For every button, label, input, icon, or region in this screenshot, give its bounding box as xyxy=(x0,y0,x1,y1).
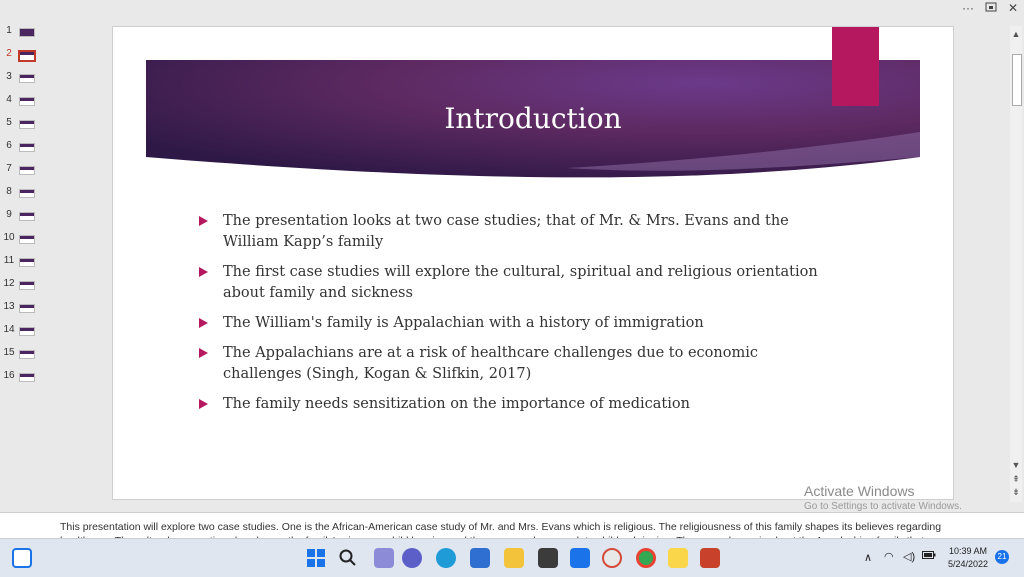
slide-number: 11 xyxy=(3,255,15,266)
speaker-notes-text[interactable]: This presentation will explore two case studies. One is the African-American case study of Mr. and Mrs. Evans which is religious. The religiousness of this family shapes its believes regarding xyxy=(60,521,942,533)
bullet-arrow-icon xyxy=(199,318,208,328)
slide-number: 6 xyxy=(6,140,12,151)
bullet-text: The first case studies will explore the cultural, spiritual and religious orientation about family and sickness xyxy=(223,264,818,301)
slide-preview[interactable] xyxy=(19,74,35,83)
store-icon[interactable] xyxy=(470,548,490,568)
mail-icon[interactable] xyxy=(570,548,590,568)
widgets-icon[interactable] xyxy=(12,548,32,568)
slide-preview-band xyxy=(20,121,34,124)
slide-thumbnail-1[interactable] xyxy=(0,22,48,42)
slide-preview[interactable] xyxy=(19,258,35,267)
slide-thumbnail-2[interactable] xyxy=(0,45,48,65)
slide-number: 10 xyxy=(3,232,15,243)
slide-preview-band xyxy=(20,167,34,170)
battery-icon[interactable] xyxy=(922,550,936,562)
activate-windows-watermark: Activate Windows xyxy=(804,483,915,499)
slide-thumbnail-12[interactable] xyxy=(0,275,48,295)
slide-preview[interactable] xyxy=(19,373,35,382)
next-slide-icon[interactable]: ⇟ xyxy=(1012,487,1020,497)
bullet-text: The family needs sensitization on the importance of medication xyxy=(223,396,690,412)
accent-bar xyxy=(832,27,879,106)
bullet-item[interactable] xyxy=(199,313,839,334)
paint-icon[interactable] xyxy=(602,548,622,568)
vertical-scrollbar[interactable] xyxy=(1010,26,1022,502)
bullet-text: The presentation looks at two case studies; that of Mr. & Mrs. Evans and the William Kapp’s family xyxy=(223,213,789,250)
title-banner xyxy=(146,60,920,185)
slide-number: 15 xyxy=(3,347,15,358)
title-bar xyxy=(0,0,1024,18)
slide-number: 13 xyxy=(3,301,15,312)
slide-thumbnail-6[interactable] xyxy=(0,137,48,157)
bullet-arrow-icon xyxy=(199,267,208,277)
volume-icon[interactable]: ◁) xyxy=(903,551,916,563)
slide-preview[interactable] xyxy=(19,327,35,336)
slide-title[interactable]: Introduction xyxy=(444,102,622,135)
slide-number: 3 xyxy=(6,71,12,82)
slide-number: 2 xyxy=(6,48,12,59)
scrollbar-thumb[interactable] xyxy=(1012,54,1022,106)
bullet-arrow-icon xyxy=(199,216,208,226)
slide-number: 5 xyxy=(6,117,12,128)
bullet-text: The William's family is Appalachian with a history of immigration xyxy=(223,315,704,331)
slide-number: 7 xyxy=(6,163,12,174)
sticky-notes-icon[interactable] xyxy=(668,548,688,568)
slide-thumbnail-16[interactable] xyxy=(0,367,48,387)
slide-number: 8 xyxy=(6,186,12,197)
slide-thumbnail-14[interactable] xyxy=(0,321,48,341)
task-view-icon[interactable] xyxy=(374,548,394,568)
sublime-icon[interactable] xyxy=(538,548,558,568)
slide-number: 16 xyxy=(3,370,15,381)
slide-preview-band xyxy=(20,144,34,147)
slide-preview[interactable] xyxy=(19,212,35,221)
close-icon[interactable]: ✕ xyxy=(1007,1,1019,15)
slide-number: 4 xyxy=(6,94,12,105)
slide-preview-band xyxy=(20,328,34,331)
more-options-icon[interactable]: ··· xyxy=(962,1,974,15)
search-icon[interactable] xyxy=(338,548,358,568)
slide-preview[interactable] xyxy=(19,143,35,152)
slide-thumbnail-10[interactable] xyxy=(0,229,48,249)
slide-preview-band xyxy=(20,374,34,377)
powerpoint-icon[interactable] xyxy=(700,548,720,568)
slide-thumbnail-9[interactable] xyxy=(0,206,48,226)
slide-preview-band xyxy=(20,351,34,354)
slide-thumbnail-15[interactable] xyxy=(0,344,48,364)
slide-thumbnail-13[interactable] xyxy=(0,298,48,318)
slide-preview-band xyxy=(20,52,34,55)
previous-slide-icon[interactable]: ⇞ xyxy=(1012,474,1020,484)
slide-thumbnail-4[interactable] xyxy=(0,91,48,111)
bullet-item[interactable] xyxy=(199,394,839,415)
slide-thumbnail-7[interactable] xyxy=(0,160,48,180)
notification-badge[interactable]: 21 xyxy=(995,550,1009,564)
slide-preview[interactable] xyxy=(19,189,35,198)
slide-thumbnail-5[interactable] xyxy=(0,114,48,134)
bullet-arrow-icon xyxy=(199,348,208,358)
scroll-down-icon[interactable]: ▼ xyxy=(1011,460,1021,470)
edge-icon[interactable] xyxy=(436,548,456,568)
slide-preview[interactable] xyxy=(19,235,35,244)
slide-canvas[interactable] xyxy=(112,26,954,500)
slide-thumbnail-rail xyxy=(0,22,48,402)
bullet-item[interactable] xyxy=(199,343,839,385)
activate-windows-subtext: Go to Settings to activate Windows. xyxy=(804,501,962,512)
slide-preview[interactable] xyxy=(19,281,35,290)
notes-pane[interactable] xyxy=(0,512,1024,539)
slide-preview[interactable] xyxy=(19,166,35,175)
chat-icon[interactable] xyxy=(402,548,422,568)
restore-icon[interactable] xyxy=(982,0,1000,16)
bullet-item[interactable] xyxy=(199,211,839,253)
slide-number: 12 xyxy=(3,278,15,289)
chrome-icon[interactable] xyxy=(636,548,656,568)
slide-preview[interactable] xyxy=(19,97,35,106)
bullet-list[interactable] xyxy=(199,211,839,424)
bullet-text: The Appalachians are at a risk of healthcare challenges due to economic challenges (Singh, Kogan & Slifkin, 2017) xyxy=(223,345,758,382)
slide-preview[interactable] xyxy=(19,120,35,129)
slide-preview[interactable] xyxy=(19,350,35,359)
slide-preview[interactable] xyxy=(19,304,35,313)
clock-date[interactable]: 5/24/2022 xyxy=(947,559,989,569)
slide-number: 9 xyxy=(6,209,12,220)
start-icon[interactable] xyxy=(306,548,326,568)
slide-preview-band xyxy=(20,282,34,285)
slide-number: 14 xyxy=(3,324,15,335)
slide-preview[interactable] xyxy=(18,50,36,62)
taskbar xyxy=(0,538,1024,577)
slide-thumbnail-8[interactable] xyxy=(0,183,48,203)
slide-preview[interactable] xyxy=(19,28,35,37)
clock-time[interactable]: 10:39 AM xyxy=(948,546,988,556)
slide-preview-band xyxy=(20,98,34,101)
slide-thumbnail-3[interactable] xyxy=(0,68,48,88)
file-explorer-icon[interactable] xyxy=(504,548,524,568)
slide-thumbnail-11[interactable] xyxy=(0,252,48,272)
slide-preview-band xyxy=(20,75,34,78)
slide-preview-band xyxy=(20,213,34,216)
wifi-icon[interactable]: ◠ xyxy=(884,551,894,563)
bullet-arrow-icon xyxy=(199,399,208,409)
slide-preview-band xyxy=(20,190,34,193)
slide-preview-band xyxy=(20,236,34,239)
bullet-item[interactable] xyxy=(199,262,839,304)
slide-preview-band xyxy=(20,305,34,308)
slide-preview-band xyxy=(20,259,34,262)
scroll-up-icon[interactable]: ▲ xyxy=(1011,29,1021,39)
slide-number: 1 xyxy=(6,25,12,36)
show-hidden-icons-icon[interactable]: ∧ xyxy=(864,552,873,564)
